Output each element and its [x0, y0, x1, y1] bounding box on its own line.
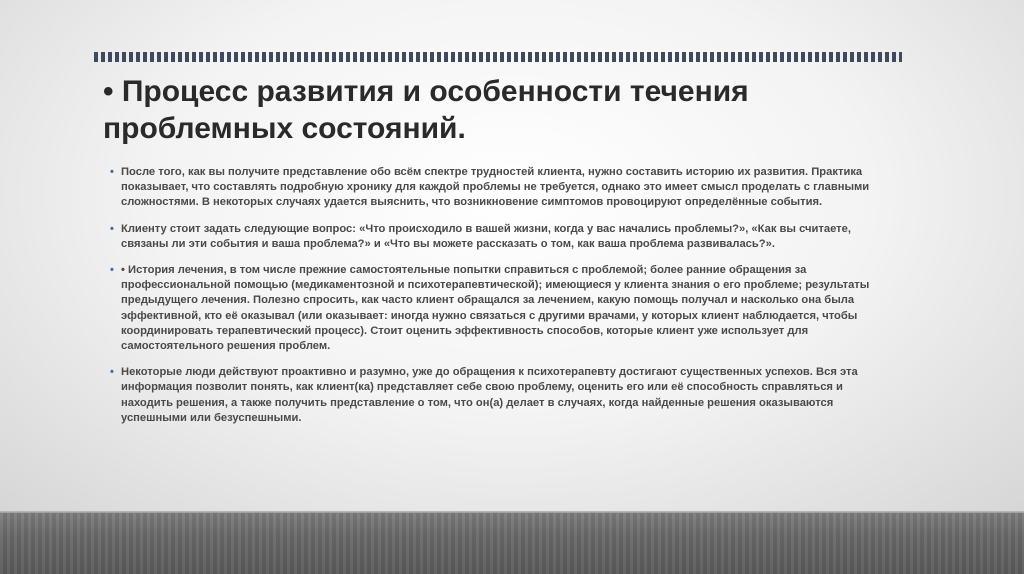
paragraph-3 [112, 263, 890, 354]
floor-texture [0, 513, 1024, 574]
paragraph-text: Клиенту стоит задать следующие вопрос: «Что происходило в вашей жизни, когда у вас начались проблемы?», «Как вы считаете, связаны ли эти события и ваша проблема?» и «Что вы можете рассказать о том, как ваша проблема развивалась?». [121, 222, 851, 250]
bullet-icon: • [110, 222, 114, 235]
bullet-icon: • [110, 166, 114, 178]
bullet-icon: • [110, 366, 114, 379]
paragraph-2 [112, 222, 890, 252]
slide-title: • Процесс развития и особенности течения проблемных состояний. [103, 75, 749, 145]
slide-content [112, 165, 890, 437]
decorative-stripe [94, 52, 902, 62]
paragraph-text: Некоторые люди действуют проактивно и разумно, уже до обращения к психотерапевту достигают существенных успехов. Вся эта информация позволит понять, как клиент(ка) представляет себе свою проблему, оценить его или её способность справляться и находить решения, а также получить представление о том, что он(а) делает в случаях, когда найденные решения оказываются успешными или безуспешными. [121, 366, 858, 424]
paragraph-text: • История лечения, в том числе прежние самостоятельные попытки справиться с проблемой; более ранние обращения за профессиональной помощью (медикаментозной и психотерапевтической); имеющиеся у клиента знания о его проблеме; результаты предыдущего лечения. Полезно спросить, как часто клиент обращался за лечением, какую помощь получал и насколько она была эффективной, кто её оказывал (или оказывает: иногда нужно связаться с другими врачами, у которых клиент наблюдается, чтобы координировать терапевтический процесс). Стоит оценить эффективность способов, которые клиент уже использует для самостоятельного решения проблем. [121, 264, 870, 353]
bullet-icon: • [110, 264, 114, 277]
paragraph-4 [112, 365, 890, 426]
paragraph-1 [112, 165, 890, 211]
paragraph-text: После того, как вы получите представление обо всём спектре трудностей клиента, нужно составить историю их развития. Практика показывает, что составлять подробную хронику для каждой проблемы не требуется, однако это имеет смысл проделать с главными сложностями. В некоторых случаях удается выяснить, что возникновение симптомов провоцируют определённые события. [121, 166, 870, 209]
